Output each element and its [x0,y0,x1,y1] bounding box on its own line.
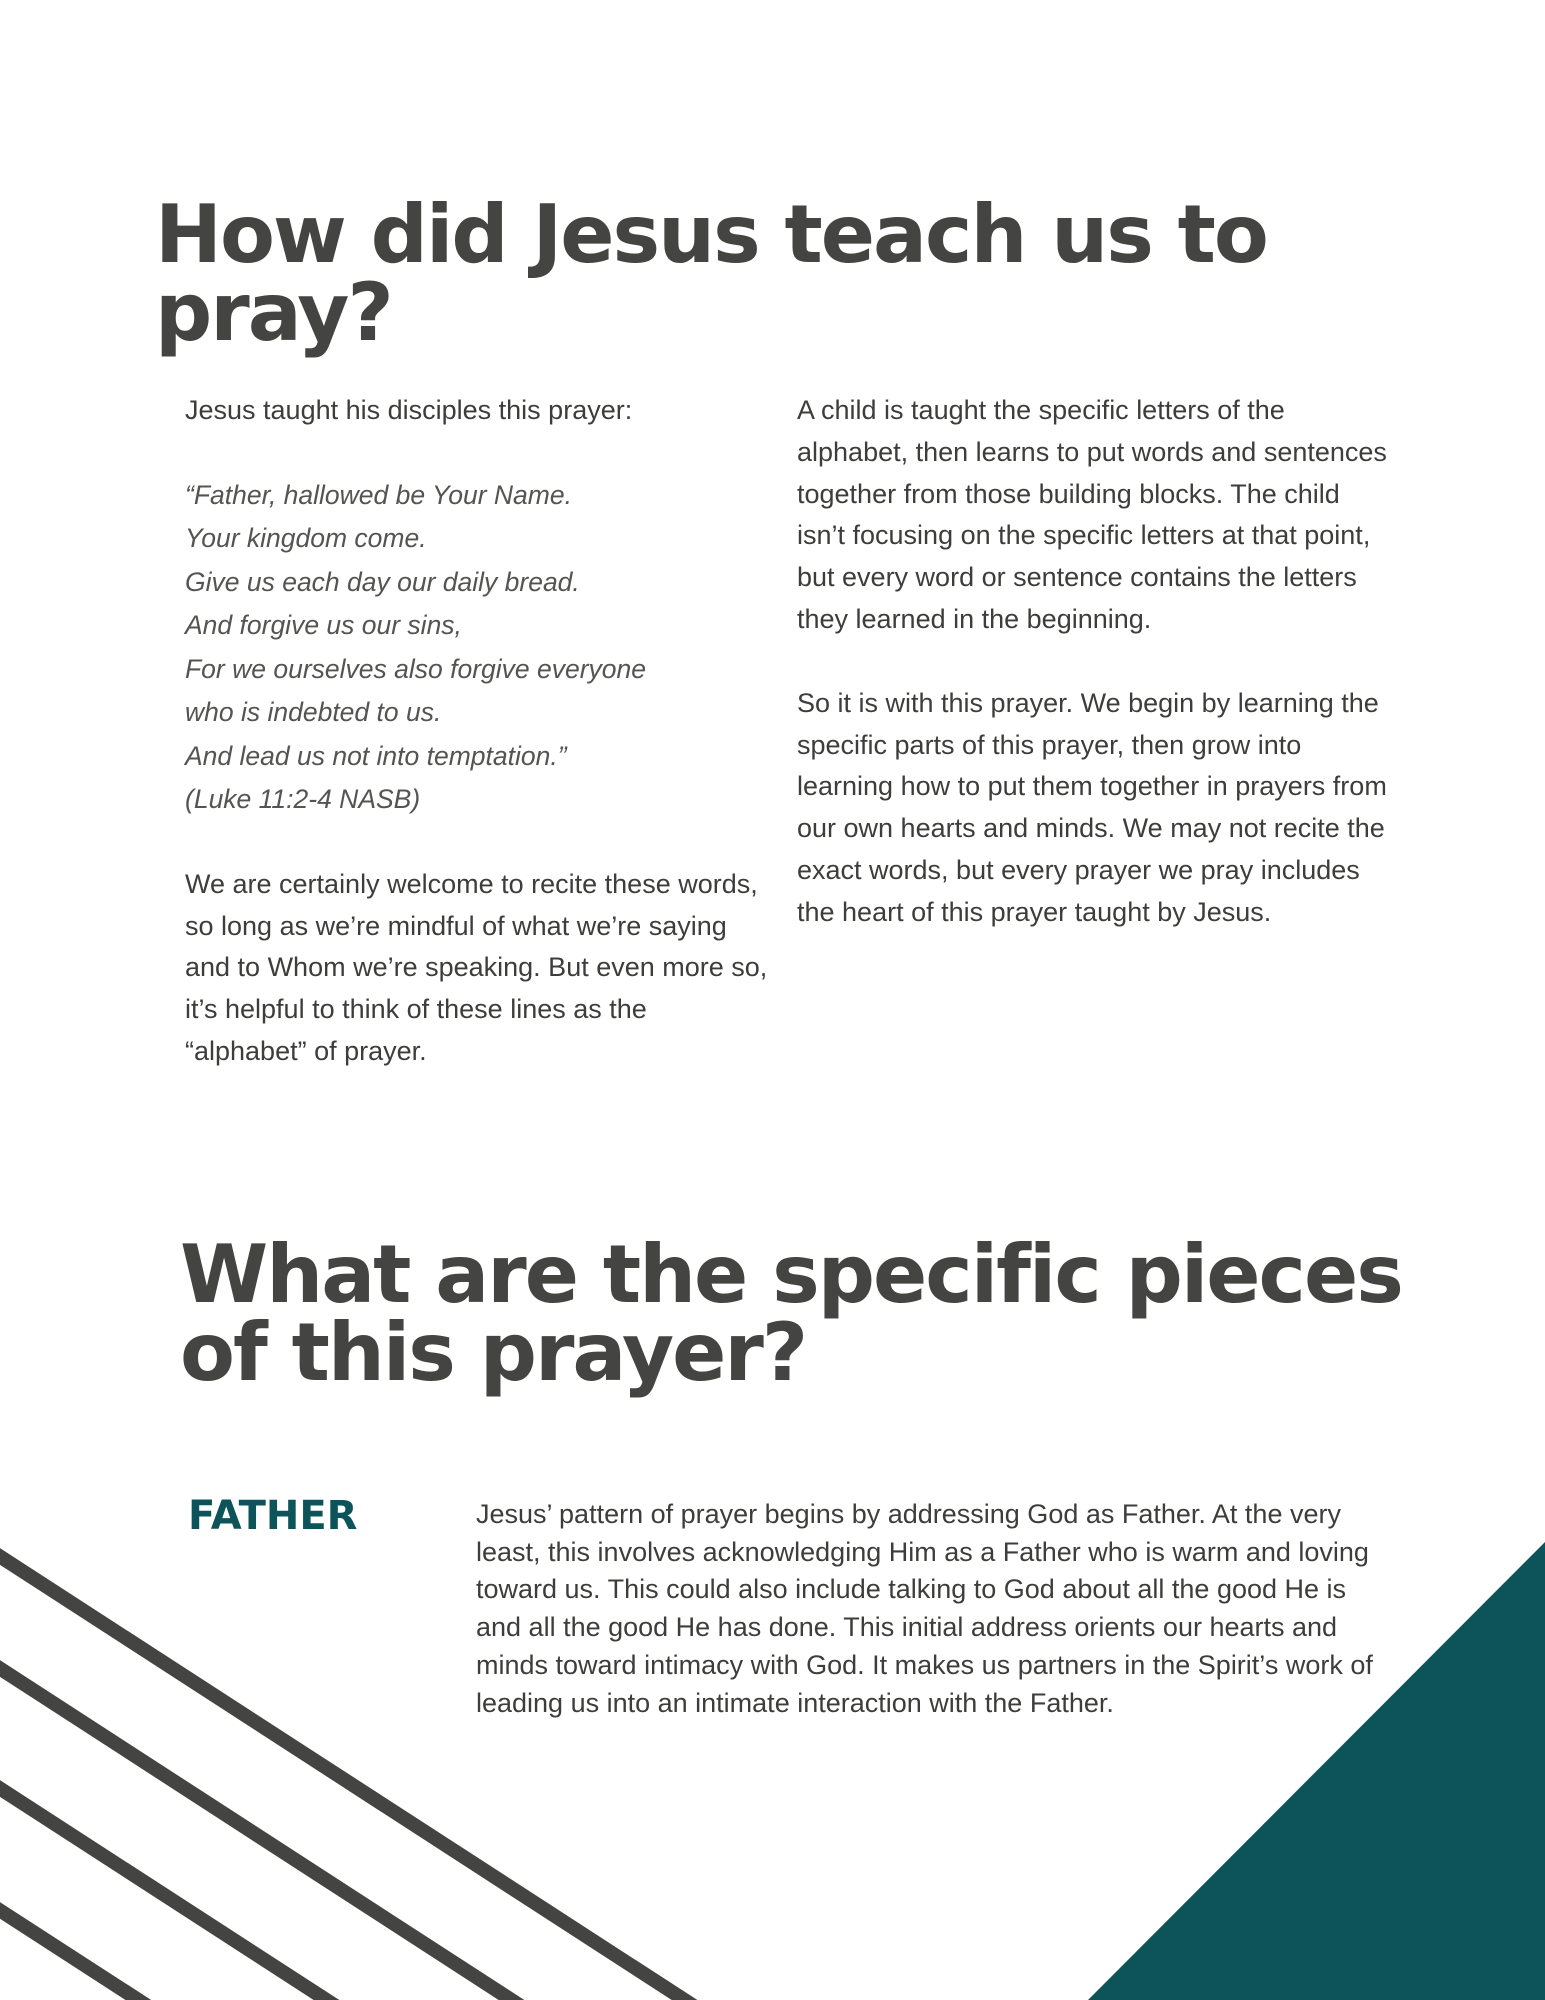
quote-line: who is indebted to us. [185,697,442,728]
section-2-heading: What are the specific pieces of this prayer? [180,1228,1402,1399]
quote-line: And forgive us our sins, [185,610,462,641]
right-column [797,390,1387,934]
quote-line: For we ourselves also forgive everyone [185,653,647,684]
left-column [185,390,775,1073]
quote-line: “Father, hallowed be Your Name. [185,479,572,510]
quote-citation: (Luke 11:2-4 NASB) [185,784,421,815]
intro-text: Jesus taught his disciples this prayer: [185,395,633,425]
quote-line: Give us each day our daily bread. [185,566,580,597]
body-paragraph: So it is with this prayer. We begin by learning the specific parts of this prayer, then grow into learning how to put them together in prayers from our own hearts and minds. We may not recite the exact words, but every prayer we pray includes the heart of this prayer taught by Jesus. [797,687,1387,927]
body-paragraph: A child is taught the specific letters of the alphabet, then learns to put words and sentences together from those building blocks. The child isn’t focusing on the specific letters at that point, but every word or sentence contains the letters they learned in the beginning. [797,395,1387,634]
quote-line: Your kingdom come. [185,523,427,554]
prayer-quote [185,474,775,822]
quote-line: And lead us not into temptation.” [185,740,567,771]
father-description: Jesus’ pattern of prayer begins by addressing God as Father. At the very least, this involves acknowledging Him as a Father who is warm and loving toward us. This could also include talking to God about all the good He is and all the good He has done. This initial address orients our hearts and minds toward intimacy with God. It makes us partners in the Spirit’s work of leading us into an intimate interaction with the Father. [476,1499,1373,1718]
father-label: FATHER [188,1493,358,1539]
body-paragraph: We are certainly welcome to recite these words, so long as we’re mindful of what we’re saying and to Whom we’re speaking. But even more so, it’s helpful to think of these lines as the “alphabet” of prayer. [185,868,768,1066]
section-1-heading: How did Jesus teach us to pray? [155,188,1267,359]
